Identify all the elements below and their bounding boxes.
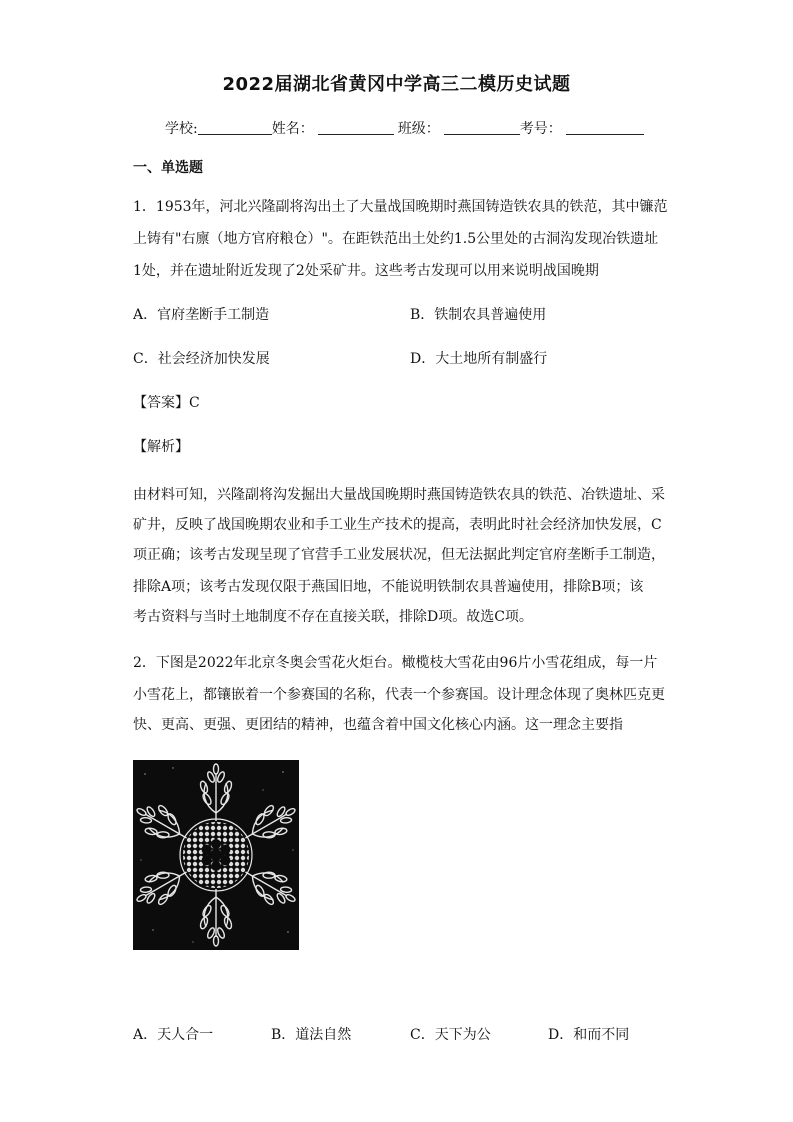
q1-option-d[interactable]: D．大土地所有制盛行 bbox=[410, 351, 548, 367]
q1-analysis-line: 矿井，反映了战国晚期农业和手工业生产技术的提高，表明此时社会经济加快发展，C bbox=[133, 517, 662, 533]
q2-option-b[interactable]: B．道法自然 bbox=[271, 1027, 352, 1043]
class-label: 班级： bbox=[397, 121, 440, 137]
exam-no-label: 考号： bbox=[519, 121, 562, 137]
q2-stem-line: 小雪花上，都镶嵌着一个参赛国的名称，代表一个参赛国。设计理念体现了奥林匹克更 bbox=[133, 687, 665, 703]
q2-option-a[interactable]: A．天人合一 bbox=[133, 1027, 214, 1043]
q1-analysis-line: 由材料可知，兴隆副将沟发掘出大量战国晚期时燕国铸造铁农具的铁范、冶铁遗址、采 bbox=[133, 487, 665, 503]
q1-analysis-line: 考古资料与当时土地制度不存在直接关联，排除D项。故选C项。 bbox=[133, 609, 533, 625]
q1-analysis-line: 项正确；该考古发现呈现了官营手工业发展状况，但无法据此判定官府垄断手工制造， bbox=[133, 547, 665, 563]
q1-stem-line: 上铸有"右廪（地方官府粮仓）"。在距铁范出土处约1.5公里处的古洞沟发现冶铁遗址 bbox=[133, 231, 659, 247]
q1-option-b[interactable]: B．铁制农具普遍使用 bbox=[410, 307, 547, 323]
q2-stem-line: 2．下图是2022年北京冬奥会雪花火炬台。橄榄枝大雪花由96片小雪花组成，每一片 bbox=[133, 655, 658, 671]
school-blank[interactable] bbox=[198, 120, 272, 135]
section-title: 一、单选题 bbox=[133, 160, 203, 176]
snowflake-torch-figure bbox=[133, 760, 299, 950]
page-title: 2022届湖北省黄冈中学高三二模历史试题 bbox=[222, 74, 571, 95]
exam-no-blank[interactable] bbox=[566, 120, 644, 135]
class-blank[interactable] bbox=[444, 120, 520, 135]
school-label: 学校: bbox=[165, 121, 198, 137]
q1-answer: 【答案】C bbox=[133, 395, 200, 411]
q1-analysis-line: 排除A项；该考古发现仅限于燕国旧地，不能说明铁制农具普遍使用，排除B项；该 bbox=[133, 579, 644, 595]
q1-analysis-label: 【解析】 bbox=[133, 439, 189, 455]
student-info-line bbox=[165, 118, 644, 138]
q1-option-a[interactable]: A．官府垄断手工制造 bbox=[133, 307, 270, 323]
q2-option-c[interactable]: C．天下为公 bbox=[410, 1027, 491, 1043]
q1-stem-line: 1处，并在遗址附近发现了2处采矿井。这些考古发现可以用来说明战国晚期 bbox=[133, 263, 599, 279]
q1-option-c[interactable]: C．社会经济加快发展 bbox=[133, 351, 270, 367]
q2-option-d[interactable]: D．和而不同 bbox=[548, 1027, 630, 1043]
name-blank[interactable] bbox=[318, 120, 394, 135]
snowflake-torch-icon bbox=[133, 760, 299, 950]
name-label: 姓名： bbox=[271, 121, 314, 137]
q2-stem-line: 快、更高、更强、更团结的精神，也蕴含着中国文化核心内涵。这一理念主要指 bbox=[133, 717, 623, 733]
q1-stem-line: 1．1953年，河北兴隆副将沟出土了大量战国晚期时燕国铸造铁农具的铁范，其中镰范 bbox=[133, 199, 668, 215]
